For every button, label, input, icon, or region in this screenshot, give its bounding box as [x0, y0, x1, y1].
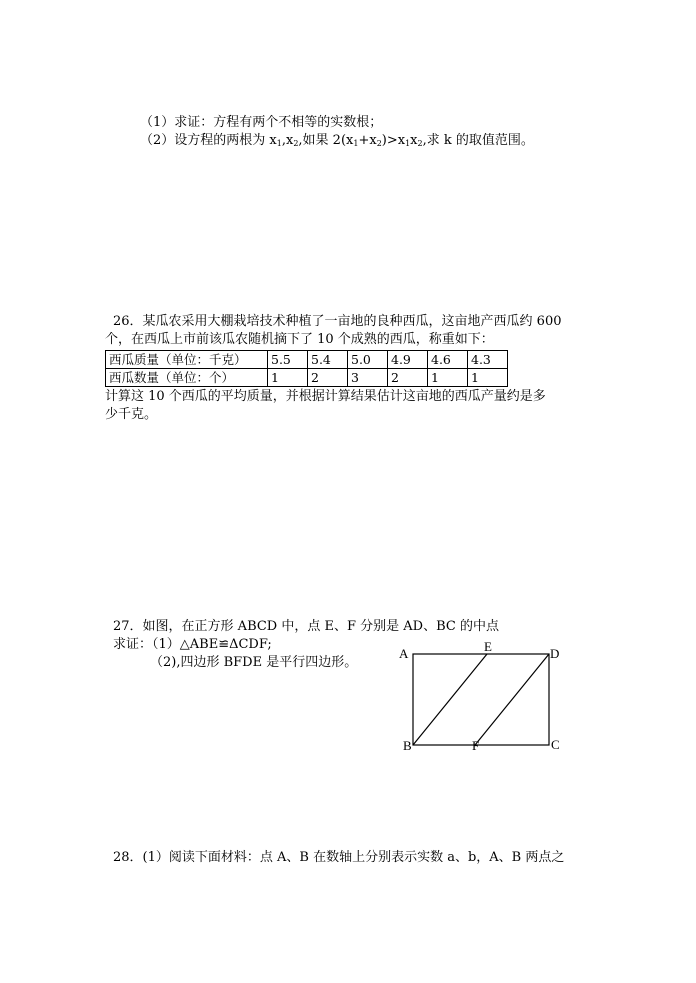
label-d: D: [550, 646, 560, 661]
watermelon-table: [105, 350, 508, 387]
table-row: [106, 369, 508, 387]
segment-be: [413, 654, 487, 745]
q28-line1: 28．(1）阅读下面材料：点 A、B 在数轴上分别表示实数 a、b，A、B 两点之: [113, 850, 565, 865]
label-a: A: [399, 646, 409, 661]
table-cell: 5.0: [348, 351, 388, 369]
q27-line1: 27．如图，在正方形 ABCD 中，点 E、F 分别是 AD、BC 的中点: [113, 619, 499, 634]
square-abcd: [413, 654, 549, 745]
table-cell: 1: [468, 369, 508, 387]
table-cell: 5.4: [308, 351, 348, 369]
q26-line3: 计算这 10 个西瓜的平均质量，并根据计算结果估计这亩地的西瓜产量约是多: [105, 389, 546, 404]
label-b: B: [403, 738, 412, 753]
q26-line2: 个，在西瓜上市前该瓜农随机摘下了 10 个成熟的西瓜，称重如下：: [105, 332, 494, 347]
table-cell: 4.3: [468, 351, 508, 369]
table-cell: 3: [348, 369, 388, 387]
label-c: C: [551, 737, 560, 752]
label-e: E: [484, 640, 492, 654]
table-header-cell: 西瓜质量（单位：千克）: [106, 351, 268, 369]
table-row: [106, 351, 508, 369]
table-cell: 4.9: [388, 351, 428, 369]
label-f: F: [472, 738, 480, 753]
parallelogram-figure: [395, 640, 570, 760]
table-cell: 5.5: [268, 351, 308, 369]
q25-part1: （1）求证：方程有两个不相等的实数根；: [140, 115, 383, 130]
q27-line2: 求证：（1）△ABE≌ΔCDF;: [113, 637, 272, 652]
table-cell: 4.6: [428, 351, 468, 369]
table-cell: 1: [268, 369, 308, 387]
q27-line3: （2),四边形 BFDE 是平行四边形。: [150, 655, 358, 670]
q26-line4: 少千克。: [105, 407, 158, 422]
q26-line1: 26．某瓜农采用大棚栽培技术种植了一亩地的良种西瓜，这亩地产西瓜约 600: [113, 314, 562, 329]
table-cell: 2: [388, 369, 428, 387]
table-header-cell: 西瓜数量（单位：个）: [106, 369, 268, 387]
q25-part2: （2）设方程的两根为 $x_1,x_2$,如果 $2(x_1+x_2)>x_1x_2$,求 k 的取值范围。: [140, 133, 534, 148]
table-cell: 2: [308, 369, 348, 387]
table-cell: 1: [428, 369, 468, 387]
segment-fd: [475, 654, 549, 745]
